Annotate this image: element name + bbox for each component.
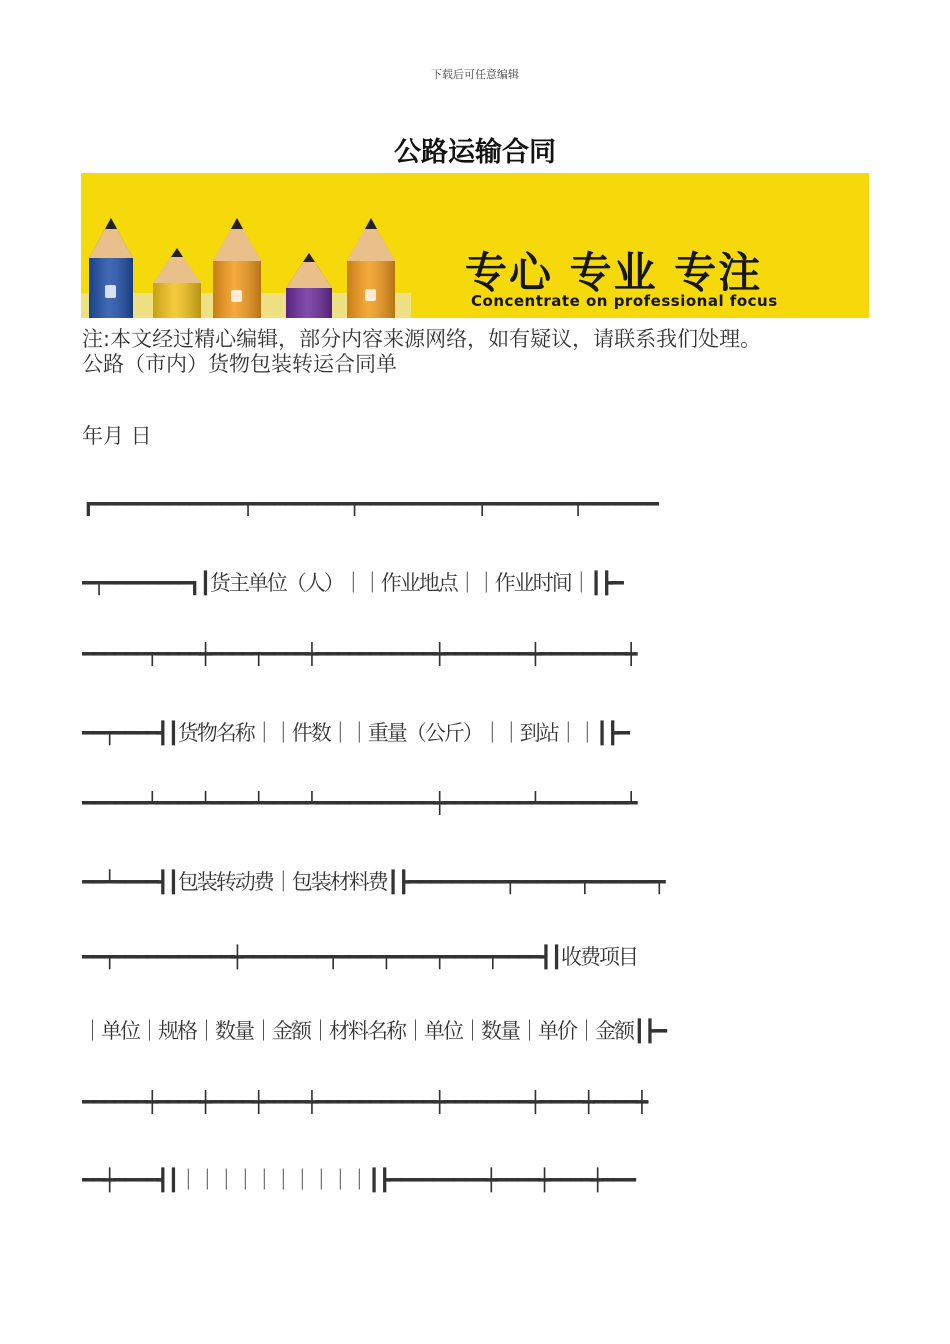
table-row: ━━┯━━━━┫┃货物名称｜｜件数｜｜重量（公斤）｜｜到站｜｜┃┣━ <box>82 721 628 745</box>
table-row: ━━━━━━┯━━━━┿━━━━┯━━━━┿━━━━━━━━━━━┿━━━━━━━━┿━━━━━━━━┿ <box>82 642 636 666</box>
document-title: 公路运输合同 <box>394 137 556 168</box>
table-row: ━━┷━━━━┫┃包装转动费｜包装材料费┃┣━━━━━━━━━┯━━━━━━┯━━━━━━┯ <box>82 870 664 894</box>
table-row: ━━┿━━━━┫┃｜｜｜｜｜｜｜｜｜｜┃┣━━━━━━━━━┿━━━━┿━━━━┿━━━ <box>82 1168 634 1192</box>
editor-note: 注:本文经过精心编辑，部分内容来源网络，如有疑议，请联系我们处理。 <box>82 327 762 351</box>
table-row: ━━━━━━┷━━━━┷━━━━┷━━━━┷━━━━━━━━━━━┿━━━━━━━━┷━━━━━━━━┷ <box>82 791 636 815</box>
table-row: ┏━━━━━━━━━━━━━━┯━━━━━━━━━┯━━━━━━━━━━━┯━━━━━━━━┯━━━━━━━ <box>82 492 657 516</box>
date-line: 年月 日 <box>82 424 152 448</box>
banner-slogan: 专心 专业 专注 <box>465 248 763 297</box>
table-row: ━━┯━━━━━━━━━━━┿━━━━━━━━┯━━━━┯━━━━┯━━━━┯━━━━┫┃收费项目 <box>82 945 637 969</box>
banner-slogan-english: Concentrate on professional focus <box>471 292 778 310</box>
form-title: 公路（市内）货物包装转运合同单 <box>82 352 397 376</box>
table-row: ━━━━━━┿━━━━┿━━━━┿━━━━┿━━━━━━━━━━━┿━━━━━━━━┿━━━━┿━━━━┿ <box>82 1090 647 1114</box>
table-row: ━┯━━━━━━━━┓┃货主单位（人）｜｜作业地点｜｜作业时间｜┃┣━ <box>82 571 622 595</box>
header-note: 下载后可任意编辑 <box>431 68 519 81</box>
table-row: ｜单位｜规格｜数量｜金额｜材料名称｜单位｜数量｜单价｜金额┃┣━ <box>82 1019 665 1043</box>
